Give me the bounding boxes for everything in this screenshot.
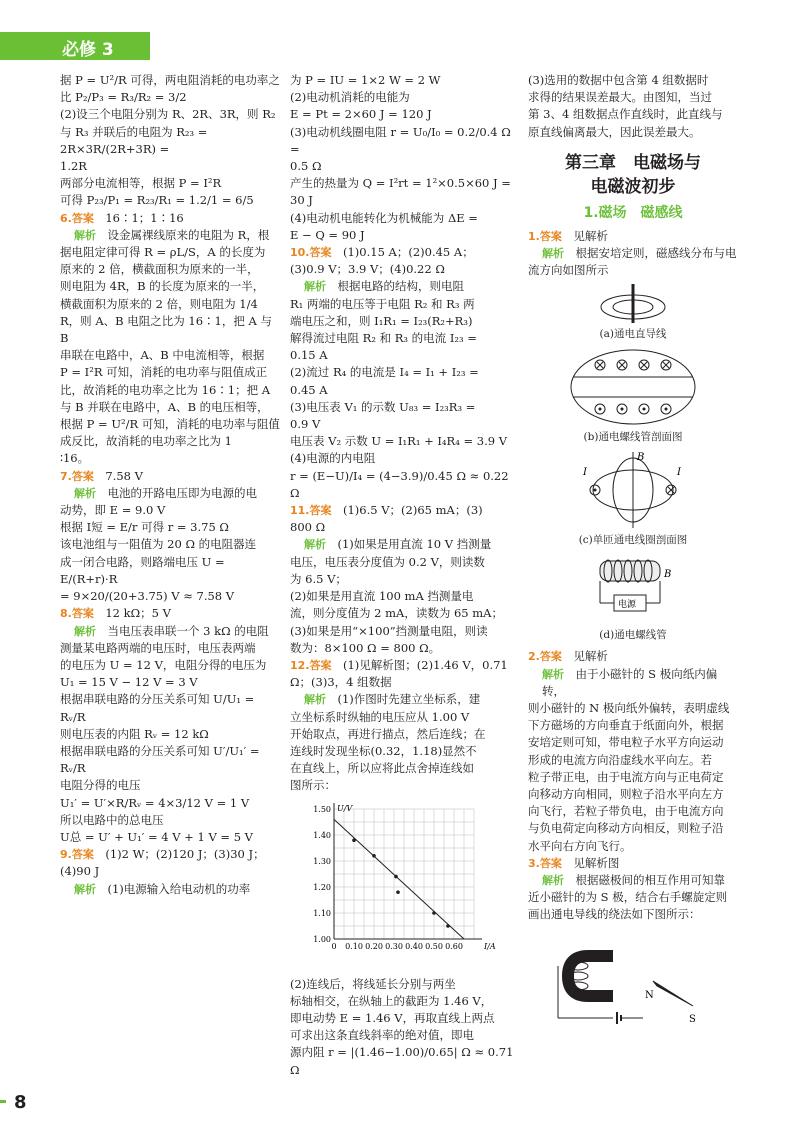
- text-line: 与 B 并联在电路中，A、B 的电压相等，: [60, 399, 269, 414]
- field-label: B: [664, 569, 672, 581]
- analysis-row: [60, 881, 282, 898]
- answer-row: [60, 210, 282, 227]
- text-line: (3)选用的数据中包含第 4 组数据时: [528, 73, 709, 87]
- ui-graph: [300, 799, 496, 974]
- analysis-row: [290, 536, 515, 553]
- answer-label: 答案: [309, 246, 332, 260]
- text-line: 所以电路中的总电压: [60, 812, 164, 827]
- answer-row: [528, 855, 738, 872]
- text-line: 根据串联电路的分压关系可知 U′/U₁′ = Rᵥ/R: [60, 743, 260, 776]
- text-line: 由于小磁针的 S 极向纸内偏转，: [542, 666, 718, 698]
- answer-label: 答案: [71, 848, 94, 862]
- text-line: 在直线上，所以应将此点舍掉连线如: [290, 761, 474, 776]
- text-line: 0.15 A: [290, 348, 328, 363]
- text-line: 0.5 Ω: [290, 159, 322, 174]
- text-line: 源内阻 r = |(1.46−1.00)/0.65| Ω ≈ 0.71 Ω: [290, 1045, 514, 1077]
- text-line: 连线时发现坐标(0.32，1.18)显然不: [290, 743, 477, 758]
- field-label: B: [637, 452, 645, 464]
- text-line: 标轴相交，在纵轴上的截距为 1.46 V，: [290, 993, 493, 1008]
- text-line: R，则 A、B 电阻之比为 16∶1，把 A 与 B: [60, 313, 272, 346]
- chapter-title: [528, 151, 738, 199]
- question-number: 9.: [60, 848, 72, 862]
- x-axis-label: I/A: [484, 941, 496, 951]
- text-line: 图所示：: [290, 778, 336, 793]
- text-line: 据电阻定律可得 R = ρL/S，A 的长度为: [60, 245, 266, 260]
- analysis-label: 解析: [542, 874, 564, 888]
- text-line: (4)电源的内电阻: [290, 451, 376, 466]
- text-line: 比，故消耗的电功率之比为 16∶1；把 A: [60, 382, 271, 397]
- answer-row: [528, 648, 738, 665]
- analysis-label: 解析: [304, 693, 326, 707]
- text-line: (4)电动机电能转化为机械能为 ΔE =: [290, 210, 478, 225]
- text-line: 根据 I短 = E/r 可得 r = 3.75 Ω: [60, 520, 229, 535]
- text-line: 根据 P = U²/R 可知，消耗的电功率与阻值: [60, 417, 280, 432]
- question-number: 11.: [290, 504, 310, 518]
- text-line: 当电压表串联一个 3 kΩ 的电阻: [107, 623, 269, 638]
- text-line: (2)连线后，将线延长分别与两坐: [290, 976, 456, 991]
- answer-label: 答案: [309, 504, 332, 518]
- data-point: [432, 911, 436, 915]
- answer-text: 见解析: [573, 229, 608, 244]
- question-number: 8.: [60, 607, 72, 621]
- answer-label: 答案: [539, 856, 562, 870]
- text-line: 根据串联电路的分压关系可知 U/U₁ = Rᵥ/R: [60, 692, 255, 724]
- text-line: 则电压表的内阻 Rᵥ = 12 kΩ: [60, 726, 209, 741]
- answer-label: 答案: [539, 650, 562, 664]
- text-line: 求得的结果误差最大。由图知，当过: [528, 90, 712, 105]
- data-point: [352, 838, 356, 842]
- y-tick-label: 1.30: [313, 856, 331, 866]
- analysis-row: [290, 278, 515, 295]
- text-line: 形成的电流方向沿虚线水平向左。若: [528, 752, 712, 767]
- text-line: 设金属裸线原来的电阻为 R，根: [107, 227, 270, 242]
- north-pole-label: N: [645, 989, 654, 1001]
- answer-text: 见解析: [573, 649, 608, 664]
- text-line: 安培定则可知，带电粒子水平方向运动: [528, 735, 724, 750]
- analysis-row: [60, 227, 282, 244]
- text-line: (4)90 J: [60, 864, 100, 879]
- analysis-row: [290, 691, 515, 708]
- x-tick-label: 0.40: [405, 941, 423, 951]
- answer-text: (1)见解析图；(2)1.46 V，0.71: [343, 657, 508, 672]
- section-title: 1.磁场 磁感线: [583, 204, 683, 221]
- text-line: r = (E−U)/I₄ = (4−3.9)/0.45 Ω ≈ 0.22 Ω: [290, 468, 509, 500]
- text-line: 800 Ω: [290, 520, 326, 535]
- text-line: 比 P₂/P₃ = R₃/R₂ = 3/2: [60, 90, 187, 105]
- answer-text: (1)2 W；(2)120 J；(3)30 J；: [105, 847, 265, 862]
- text-line: 与负电荷定向移动方向相反，则粒子沿: [528, 821, 724, 836]
- text-line: 可得 P₂₃/P₁ = R₂₃/R₁ = 1.2/1 = 6/5: [60, 193, 254, 208]
- figure-caption-b: (b)通电螺线管剖面图: [583, 430, 683, 443]
- text-line: 则小磁针的 N 极向纸外偏转，表明虚线: [528, 701, 730, 716]
- text-line: 横截面积为原来的 2 倍，则电阻为 1/4: [60, 296, 258, 311]
- answer-row: [60, 605, 282, 622]
- question-number: 3.: [528, 856, 540, 870]
- answer-label: 答案: [71, 469, 94, 483]
- text-line: Ω；(3)3，4 组数据: [290, 675, 392, 690]
- answer-label: 答案: [71, 211, 94, 225]
- analysis-label: 解析: [74, 486, 96, 500]
- text-line: = 9×20/(20+3.75) V ≈ 7.58 V: [60, 589, 235, 604]
- text-line: (1)电源输入给电动机的功率: [107, 881, 251, 896]
- data-point: [396, 890, 400, 894]
- figure-straight-wire: [588, 282, 678, 324]
- footer-accent: [0, 1100, 6, 1103]
- text-line: 第 3、4 组数据点作直线时，此直线与: [528, 107, 723, 122]
- text-line: 流方向如图所示: [528, 263, 609, 278]
- text-line: 两部分电流相等，根据 P = I²R: [60, 176, 222, 191]
- text-line: P = I²R 可知，消耗的电功率与阻值成正: [60, 365, 268, 380]
- data-point: [372, 854, 376, 858]
- text-line: (2)流过 R₄ 的电流是 I₄ = I₁ + I₂₃ =: [290, 365, 479, 380]
- text-line: U₁′ = U′×R/Rᵥ = 4×3/12 V = 1 V: [60, 795, 250, 810]
- analysis-row: [60, 485, 282, 502]
- analysis-row: [528, 872, 738, 889]
- text-line: 电压表 V₂ 示数 U = I₁R₁ + I₄R₄ = 3.9 V: [290, 434, 508, 449]
- answer-text: (1)6.5 V；(2)65 mA；(3): [343, 503, 483, 518]
- answer-text: 见解析图: [573, 855, 620, 870]
- answer-label: 答案: [309, 658, 332, 672]
- x-tick-label: 0.60: [445, 941, 463, 951]
- figure-caption-d: (d)通电螺线管: [599, 629, 667, 642]
- text-line: 根据安培定则，磁感线分布与电: [575, 246, 737, 261]
- text-line: 开始取点，再进行描点，然后连线；在: [290, 726, 486, 741]
- text-line: 向移动方向相同，则粒子沿水平向左方: [528, 787, 724, 802]
- analysis-row: [528, 245, 738, 262]
- column-2: [290, 72, 515, 1092]
- data-point: [446, 924, 450, 928]
- text-line: 端电压之和，则 I₁R₁ = I₂₃(R₂+R₃): [290, 313, 473, 328]
- analysis-label: 解析: [304, 538, 326, 552]
- analysis-label: 解析: [542, 247, 564, 261]
- answer-row: [60, 846, 282, 863]
- section-tab: [0, 32, 150, 60]
- text-line: 测量某电路两端的电压时，电压表两端: [60, 640, 256, 655]
- question-number: 7.: [60, 469, 72, 483]
- x-tick-label: 0.10: [345, 941, 363, 951]
- text-line: R₁ 两端的电压等于电阻 R₂ 和 R₃ 两: [290, 296, 475, 311]
- answer-row: [290, 502, 515, 519]
- text-line: 电压，电压表分度值为 0.2 V，则读数: [290, 554, 485, 569]
- analysis-label: 解析: [304, 280, 326, 294]
- analysis-row: [528, 666, 738, 700]
- answer-text: 7.58 V: [105, 468, 143, 483]
- y-tick-label: 1.20: [313, 882, 331, 892]
- answer-text: 16∶1；1∶16: [105, 210, 184, 225]
- text-line: (1)作图时先建立坐标系，建: [337, 692, 481, 707]
- text-line: ∶16。: [60, 451, 90, 466]
- power-source-label: 电源: [618, 600, 637, 611]
- text-line: (3)如果是用“×100”挡测量电阻，则读: [290, 623, 488, 638]
- question-number: 12.: [290, 658, 310, 672]
- y-tick-label: 1.40: [313, 830, 331, 840]
- chapter-title-line2: 电磁波初步: [590, 176, 676, 197]
- question-number: 1.: [528, 230, 540, 244]
- text-line: U₁ = 15 V − 12 V = 3 V: [60, 675, 198, 690]
- text-line: 电池的开路电压即为电源的电: [107, 485, 257, 500]
- text-line: 成反比，故消耗的电功率之比为 1: [60, 434, 232, 449]
- y-tick-label: 1.50: [313, 804, 331, 814]
- text-line: 原来的 2 倍，横截面积为原来的一半，: [60, 262, 259, 277]
- analysis-label: 解析: [74, 624, 96, 638]
- south-pole-label: S: [689, 1013, 696, 1025]
- text-line: 解得流过电阻 R₂ 和 R₃ 的电流 I₂₃ =: [290, 331, 477, 346]
- data-point: [394, 874, 398, 878]
- x-tick-label: 0: [331, 941, 337, 951]
- text-line: (2)设三个电阻分别为 R、2R、3R，则 R₂: [60, 107, 276, 122]
- figure-solenoid-section: [568, 347, 698, 427]
- text-line: 为 6.5 V；: [290, 571, 347, 586]
- tab-label: 必修 3: [62, 40, 114, 60]
- text-line: 根据磁极间的相互作用可知靠: [575, 873, 725, 888]
- text-line: 电阻分得的电压: [60, 778, 141, 793]
- text-line: 则电阻为 4R，B 的长度为原来的一半，: [60, 279, 265, 294]
- text-line: 向飞行，若粒子带负电，由于电流方向: [528, 804, 724, 819]
- y-axis-label: U/V: [337, 803, 353, 813]
- text-line: 30 J: [290, 193, 313, 208]
- column-3: [528, 72, 738, 1092]
- figure-caption-a: (a)通电直导线: [599, 327, 667, 340]
- text-line: 画出通电导线的绕法如下图所示：: [528, 907, 701, 922]
- column-1: [60, 72, 282, 1092]
- text-line: 与 R₃ 并联后的电阻为 R₂₃ = 2R×3R/(2R+3R) =: [60, 124, 208, 156]
- figure-single-loop: [573, 450, 693, 530]
- analysis-label: 解析: [74, 228, 96, 242]
- figure-solenoid-source: [578, 553, 688, 625]
- text-line: 水平向右方向飞行。: [528, 838, 632, 853]
- text-line: (3)电动机线圈电阻 r = U₀/I₀ = 0.2/0.4 Ω =: [290, 124, 511, 156]
- text-line: 的电压为 U = 12 V，电阻分得的电压为: [60, 657, 267, 672]
- answer-row: [290, 244, 515, 261]
- text-line: 下方磁场的方向垂直于纸面向外，根据: [528, 718, 724, 733]
- text-line: 为 P = IU = 1×2 W = 2 W: [290, 73, 441, 87]
- text-line: 据 P = U²/R 可得，两电阻消耗的电功率之: [60, 73, 280, 87]
- answer-text: (1)0.15 A；(2)0.45 A；: [343, 245, 474, 260]
- x-tick-label: 0.20: [365, 941, 383, 951]
- text-line: 串联在电路中，A、B 中电流相等，根据: [60, 348, 265, 363]
- answer-row: [528, 228, 738, 245]
- text-line: (2)电动机消耗的电能为: [290, 90, 410, 105]
- figure-electromagnet-compass: [553, 926, 713, 1026]
- answer-label: 答案: [71, 607, 94, 621]
- text-line: 流，则分度值为 2 mA，读数为 65 mA；: [290, 606, 503, 621]
- y-tick-label: 1.00: [313, 934, 331, 944]
- answer-row: [60, 468, 282, 485]
- text-line: 可求出这条直线斜率的绝对值，即电: [290, 1028, 474, 1043]
- text-line: 原直线偏离最大，因此误差最大。: [528, 124, 701, 139]
- text-line: E = Pt = 2×60 J = 120 J: [290, 107, 432, 122]
- text-line: 产生的热量为 Q = I²rt = 1²×0.5×60 J =: [290, 176, 511, 191]
- text-line: 该电池组与一阻值为 20 Ω 的电阻器连: [60, 537, 257, 552]
- text-line: E − Q = 90 J: [290, 227, 365, 242]
- answer-text: 12 kΩ；5 V: [105, 606, 171, 621]
- answer-row: [290, 657, 515, 674]
- current-label: I: [583, 467, 587, 479]
- y-tick-label: 1.10: [313, 908, 331, 918]
- answer-label: 答案: [539, 230, 562, 244]
- x-tick-label: 0.50: [425, 941, 443, 951]
- figure-caption-c: (c)单匝通电线圈剖面图: [578, 534, 688, 547]
- text-line: (3)0.9 V；3.9 V；(4)0.22 Ω: [290, 262, 445, 277]
- text-line: 0.45 A: [290, 382, 328, 397]
- text-line: 数为：8×100 Ω = 800 Ω。: [290, 640, 441, 655]
- analysis-label: 解析: [542, 667, 564, 681]
- question-number: 10.: [290, 246, 310, 260]
- text-line: 即电动势 E = 1.46 V，再取直线上两点: [290, 1010, 495, 1025]
- text-line: (1)如果是用直流 10 V 挡测量: [337, 537, 492, 552]
- analysis-row: [60, 623, 282, 640]
- text-line: 根据电路的结构，则电阻: [337, 279, 464, 294]
- text-line: 0.9 V: [290, 417, 321, 432]
- text-line: 立坐标系时纵轴的电压应从 1.00 V: [290, 709, 470, 724]
- chapter-title-line1: 第三章 电磁场与: [565, 152, 701, 173]
- current-label: I: [677, 467, 681, 479]
- analysis-label: 解析: [74, 882, 96, 896]
- page-number: 8: [14, 1092, 27, 1113]
- question-number: 2.: [528, 650, 540, 664]
- text-line: 近小磁针的为 S 极，结合右手螺旋定则: [528, 890, 728, 905]
- text-line: U总 = U′ + U₁′ = 4 V + 1 V = 5 V: [60, 829, 253, 844]
- fit-line: [334, 819, 464, 939]
- text-line: (2)如果是用直流 100 mA 挡测量电: [290, 589, 474, 604]
- text-line: (3)电压表 V₁ 的示数 U₈₃ = I₂₃R₃ =: [290, 399, 476, 414]
- text-line: 成一闭合电路，则路端电压 U = E/(R+r)·R: [60, 554, 225, 586]
- text-line: 动势，即 E = 9.0 V: [60, 503, 166, 518]
- x-tick-label: 0.30: [385, 941, 403, 951]
- text-line: 粒子带正电，由于电流方向与正电荷定: [528, 769, 724, 784]
- text-line: 1.2R: [60, 159, 87, 174]
- question-number: 6.: [60, 211, 72, 225]
